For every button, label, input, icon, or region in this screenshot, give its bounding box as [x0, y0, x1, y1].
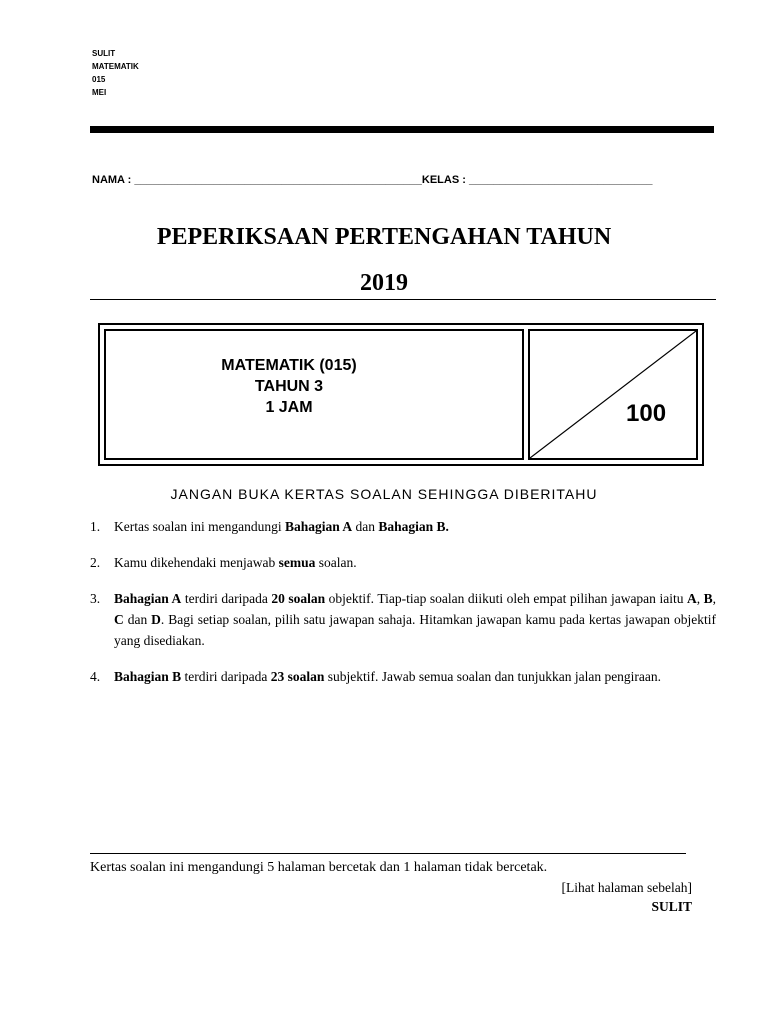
instruction-emphasis: C: [114, 612, 124, 627]
total-marks: 100: [626, 400, 667, 427]
instruction-emphasis: B: [703, 591, 713, 606]
header-codes: [92, 47, 139, 99]
instruction-emphasis: 20 soalan: [271, 591, 326, 606]
footer-pages-note: Kertas soalan ini mengandungi 5 halaman bercetak dan 1 halaman tidak bercetak.: [90, 860, 548, 875]
instruction-number: 1.: [90, 519, 101, 534]
header-month: MEI: [92, 88, 107, 97]
header-classification: SULIT: [92, 49, 116, 58]
name-field-label: NAMA : _______________________________________________: [92, 174, 422, 186]
instruction-run: terdiri daripada: [181, 669, 271, 684]
footer-divider: [90, 853, 686, 854]
footer-classification: SULIT: [651, 899, 692, 914]
student-info-line: [92, 174, 653, 186]
class-field-label: KELAS : ______________________________: [421, 174, 653, 186]
instruction-run: subjektif. Jawab semua soalan dan tunjukkan jalan pengiraan.: [324, 669, 662, 684]
instruction-run: soalan.: [315, 555, 357, 570]
instruction-run: dan: [123, 612, 152, 627]
instruction-number: 4.: [90, 669, 101, 684]
instruction-run: Kamu dikehendaki menjawab: [114, 555, 279, 570]
instruction-item: [90, 552, 716, 573]
instruction-emphasis: D: [151, 612, 161, 627]
instruction-emphasis: Bahagian A: [114, 591, 182, 606]
instruction-emphasis: Bahagian B.: [378, 519, 449, 534]
subject-duration: 1 JAM: [265, 399, 313, 416]
subject-level: TAHUN 3: [254, 378, 324, 395]
header-divider: [90, 126, 714, 133]
exam-year: 2019: [360, 270, 408, 296]
subject-details: [104, 355, 524, 418]
instruction-text: [114, 552, 716, 573]
instruction-text: [114, 588, 716, 651]
instruction-emphasis: A: [686, 591, 697, 606]
instruction-run: terdiri daripada: [181, 591, 272, 606]
title-divider: [90, 299, 716, 300]
subject-name: MATEMATIK (015): [221, 357, 357, 374]
exam-warning: JANGAN BUKA KERTAS SOALAN SEHINGGA DIBERITAHU: [170, 486, 598, 502]
instruction-run: Kertas soalan ini mengandungi: [114, 519, 285, 534]
instruction-run: . Bagi setiap soalan, pilih satu jawapan sahaja. Hitamkan jawapan kamu pada kertas jawapan objektif yang disediakan.: [114, 612, 716, 648]
instruction-emphasis: 23 soalan: [270, 669, 325, 684]
instruction-number: 2.: [90, 555, 101, 570]
header-code: 015: [92, 75, 106, 84]
instruction-number: 3.: [90, 591, 101, 606]
instruction-item: [90, 666, 716, 687]
footer-next-page: [Lihat halaman sebelah]: [561, 880, 692, 895]
instruction-emphasis: Bahagian A: [284, 519, 353, 534]
instruction-item: [90, 588, 716, 651]
instruction-run: objektif. Tiap-tiap soalan diikuti oleh empat pilihan jawapan iaitu: [325, 591, 687, 606]
instruction-run: ,: [696, 591, 704, 606]
instruction-emphasis: Bahagian B: [114, 669, 182, 684]
header-subject: MATEMATIK: [92, 62, 139, 71]
instruction-run: dan: [352, 519, 379, 534]
instruction-text: [114, 516, 716, 537]
instruction-run: ,: [712, 591, 717, 606]
score-diagonal-line: [530, 331, 696, 458]
score-box: [528, 329, 698, 460]
exam-title: PEPERIKSAAN PERTENGAHAN TAHUN: [156, 224, 612, 250]
instruction-text: [114, 666, 716, 687]
instruction-emphasis: semua: [278, 555, 316, 570]
instruction-item: [90, 516, 716, 537]
